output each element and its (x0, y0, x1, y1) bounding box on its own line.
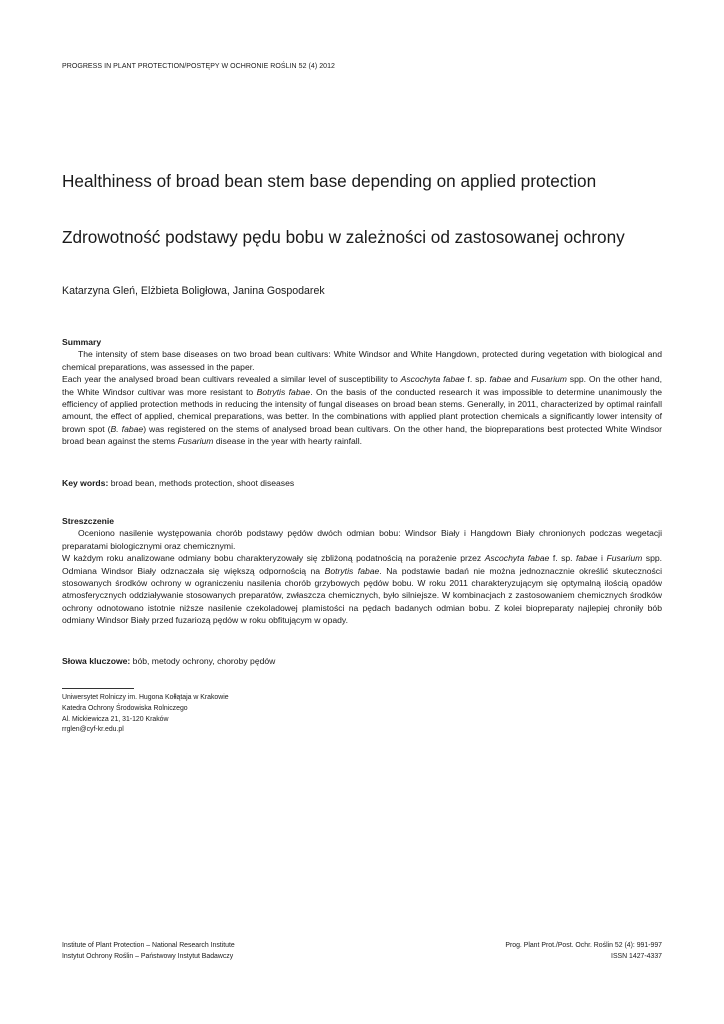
streszczenie-section (62, 515, 662, 627)
summary-section (62, 336, 662, 448)
footer-issn: ISSN 1427-4337 (611, 953, 662, 960)
keywords (62, 478, 294, 488)
affiliation-email: rrglen@cyf-kr.edu.pl (62, 726, 124, 734)
slowa-kluczowe-text: bób, metody ochrony, choroby pędów (130, 656, 276, 666)
summary-heading: Summary (62, 337, 102, 347)
title-english: Healthiness of broad bean stem base depending on applied protection (62, 171, 597, 191)
affiliation (62, 693, 229, 736)
streszczenie-paragraph-1: Oceniono nasilenie występowania chorób podstawy pędów dwóch odmian bobu: Windsor Biały i Hangdown Biały chronionych podczas wegetacji preparatami biologicznymi oraz chemicznymi. (62, 528, 662, 551)
title-polish: Zdrowotność podstawy pędu bobu w zależności od zastosowanej ochrony (62, 227, 625, 247)
streszczenie-paragraph-2: W każdym roku analizowane odmiany bobu charakteryzowały się zbliżoną podatnością na porażenie przez Ascochyta fabae f. sp. fabae i Fusarium spp. Odmiana Windsor Biały odznaczała się większą odpornością na Botrytis fabae. Na podstawie badań nie można jednoznacznie określić skuteczności stosowanych środków ochrony w ograniczeniu nasilenia chorób grzybowych pędów bobu. W roku 2011 charakteryzującym się optymalną ilością opadów atmosferycznych oddziaływanie stosowanych preparatów, zwłaszcza chemicznych, było silniejsze. W kombinacjach z zastosowaniem chemicznych środków ochrony odnotowano istotnie niższe nasilenie czekoladowej plamistości na pędach badanych odmian bobu. Z kolei biopreparaty najlepiej chroniły bób odmiany Windsor Biały przed fuzariozą pędów w roku obfitującym w opady. (62, 553, 663, 626)
authors: Katarzyna Gleń, Elżbieta Boligłowa, Janina Gospodarek (62, 285, 325, 297)
footnote-divider (62, 688, 134, 689)
affiliation-university: Uniwersytet Rolniczy im. Hugona Kołłątaja w Krakowie (62, 694, 229, 701)
slowa-kluczowe-label: Słowa kluczowe: (62, 656, 131, 666)
footer-citation-ref: Prog. Plant Prot./Post. Ochr. Roślin 52 (4): 991-997 (505, 942, 662, 949)
slowa-kluczowe (62, 656, 275, 666)
keywords-label: Key words: (62, 478, 109, 488)
footer-institute-pl: Instytut Ochrony Roślin – Państwowy Instytut Badawczy (62, 953, 234, 960)
keywords-text: broad bean, methods protection, shoot diseases (108, 478, 295, 488)
footer-citation (505, 940, 662, 962)
streszczenie-heading: Streszczenie (62, 516, 115, 526)
footer-institute-en: Institute of Plant Protection – National Research Institute (62, 942, 235, 949)
affiliation-address: Al. Mickiewicza 21, 31-120 Kraków (62, 715, 169, 723)
footer-institute (62, 940, 235, 962)
summary-paragraph-1: The intensity of stem base diseases on two broad bean cultivars: White Windsor and White Hangdown, protected during vegetation with biological and chemical preparations, was assessed in the paper. (62, 349, 662, 372)
affiliation-department: Katedra Ochrony Środowiska Rolniczego (62, 704, 188, 712)
summary-paragraph-2: Each year the analysed broad bean cultivars revealed a similar level of susceptibility to Ascochyta fabae f. sp. fabae and Fusarium spp. On the other hand, the White Windsor cultivar was more resistant to Botrytis fabae. On the basis of the conducted research it was impossible to determine unanimously the efficiency of applied protection methods in reducing the intensity of fungal diseases on broad bean stems. Generally, in 2011, characterized by optimal rainfall amount, the effect of applied, chemical preparations, was better. In the combinations with applied plant protection chemicals a significantly lower intensity of brown spot (B. fabae) was registered on the stems of analysed broad bean cultivars. On the other hand, the biopreparations best protected White Windsor broad bean against the stems Fusarium disease in the year with hearty rainfall. (62, 374, 663, 447)
journal-header: PROGRESS IN PLANT PROTECTION/POSTĘPY W OCHRONIE ROŚLIN 52 (4) 2012 (62, 63, 335, 70)
